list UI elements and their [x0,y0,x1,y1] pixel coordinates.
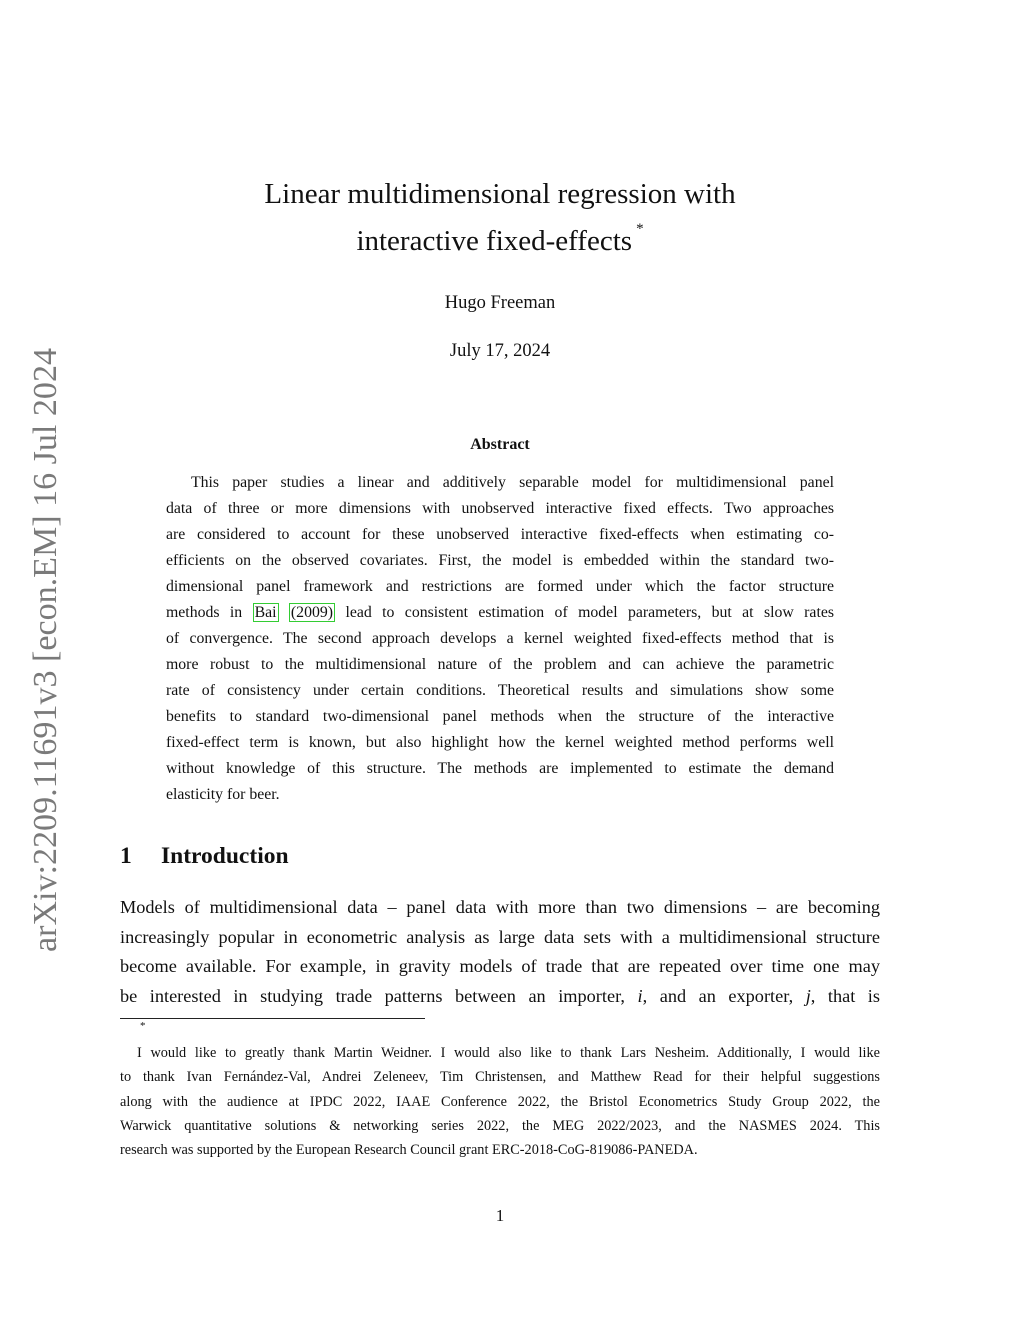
citation-link-2009[interactable]: (2009) [290,604,334,621]
intro-text: be interested in studying trade patterns between an importer, [120,985,626,1006]
intro-line: become available. For example, in gravity models of trade that are repeated over time one may [120,956,880,976]
abstract-heading: Abstract [470,436,530,453]
footnote-line: along with the audience at IPDC 2022, IAAE Conference 2022, the Bristol Econometrics Study Group 2022, the [120,1093,880,1110]
paper-title-line-2 [200,221,800,258]
abstract-line: of convergence. The second approach develops a kernel weighted fixed-effects method that is [166,630,834,647]
abstract-line: This paper studies a linear and additively separable model for multidimensional panel [191,474,834,491]
intro-line-variables [120,982,880,1012]
abstract-line: benefits to standard two-dimensional panel methods when the structure of the interactive [166,708,834,725]
section-number: 1 [120,843,132,869]
intro-line: Models of multidimensional data – panel data with more than two dimensions – are becoming [120,897,880,917]
arxiv-stamp [22,340,67,960]
paper-title-line-1 [200,178,800,211]
abstract-body [166,470,834,808]
author-name: Hugo Freeman [444,293,556,313]
footnote-line: to thank Ivan Fernández-Val, Andrei Zeleneev, Tim Christensen, and Matthew Read for their helpful suggestions [120,1069,880,1086]
section-title: Introduction [161,843,289,869]
abstract-line: dimensional panel framework and restrictions are formed under which the factor structure [166,578,834,595]
footnote-marker: * [140,1020,146,1032]
citation-link-bai[interactable]: Bai [254,604,277,621]
abstract-line: are considered to account for these unobserved interactive fixed-effects when estimating co- [166,526,834,543]
abstract-line: without knowledge of this structure. The methods are implemented to estimate the demand [166,760,834,777]
intro-line: increasingly popular in econometric analysis as large data sets with a multidimensional structure [120,926,880,947]
abstract-line-with-citation [166,600,834,626]
footnote-divider [120,1018,425,1019]
arxiv-stamp-graphic [22,340,67,960]
footnote-line: I would like to greatly thank Martin Weidner. I would also like to thank Lars Nesheim. Additionally, I would like [137,1045,880,1061]
math-var-i: i [637,985,643,1006]
section-heading [120,843,289,870]
abstract-line: more robust to the multidimensional nature of the problem and can achieve the parametric [166,656,834,673]
abstract-text: methods in [166,604,243,621]
footnote-line: research was supported by the European Research Council grant ERC-2018-CoG-819086-PANEDA. [120,1142,698,1159]
arxiv-stamp-text: arXiv:2209.11691v3 [econ.EM] 16 Jul 2024 [27,357,64,952]
paper-title-text-2: interactive fixed-effects [356,225,633,257]
abstract-line: elasticity for beer. [166,786,280,803]
footnote-body [120,1041,880,1162]
intro-text: , that is [810,985,880,1006]
publication-date: July 17, 2024 [449,341,551,361]
abstract-line: rate of consistency under certain conditions. Theoretical results and simulations show some [166,682,834,699]
page-number: 1 [495,1206,505,1225]
footnote-line: Warwick quantitative solutions & networking series 2022, the MEG 2022/2023, and the NASMES 2024. This [120,1117,880,1134]
abstract-line: fixed-effect term is known, but also highlight how the kernel weighted method performs well [166,734,834,751]
abstract-line: efficients on the observed covariates. First, the model is embedded within the standard two- [166,552,834,569]
intro-body [120,893,880,1011]
abstract-text: lead to consistent estimation of model parameters, but at slow rates [345,604,834,621]
abstract-line: data of three or more dimensions with unobserved interactive fixed effects. Two approaches [166,500,834,517]
intro-text: , and an exporter, [642,985,794,1006]
math-var-j: j [805,985,811,1006]
title-footnote-marker[interactable]: * [636,221,644,238]
paper-title-text-1: Linear multidimensional regression with [264,178,736,210]
